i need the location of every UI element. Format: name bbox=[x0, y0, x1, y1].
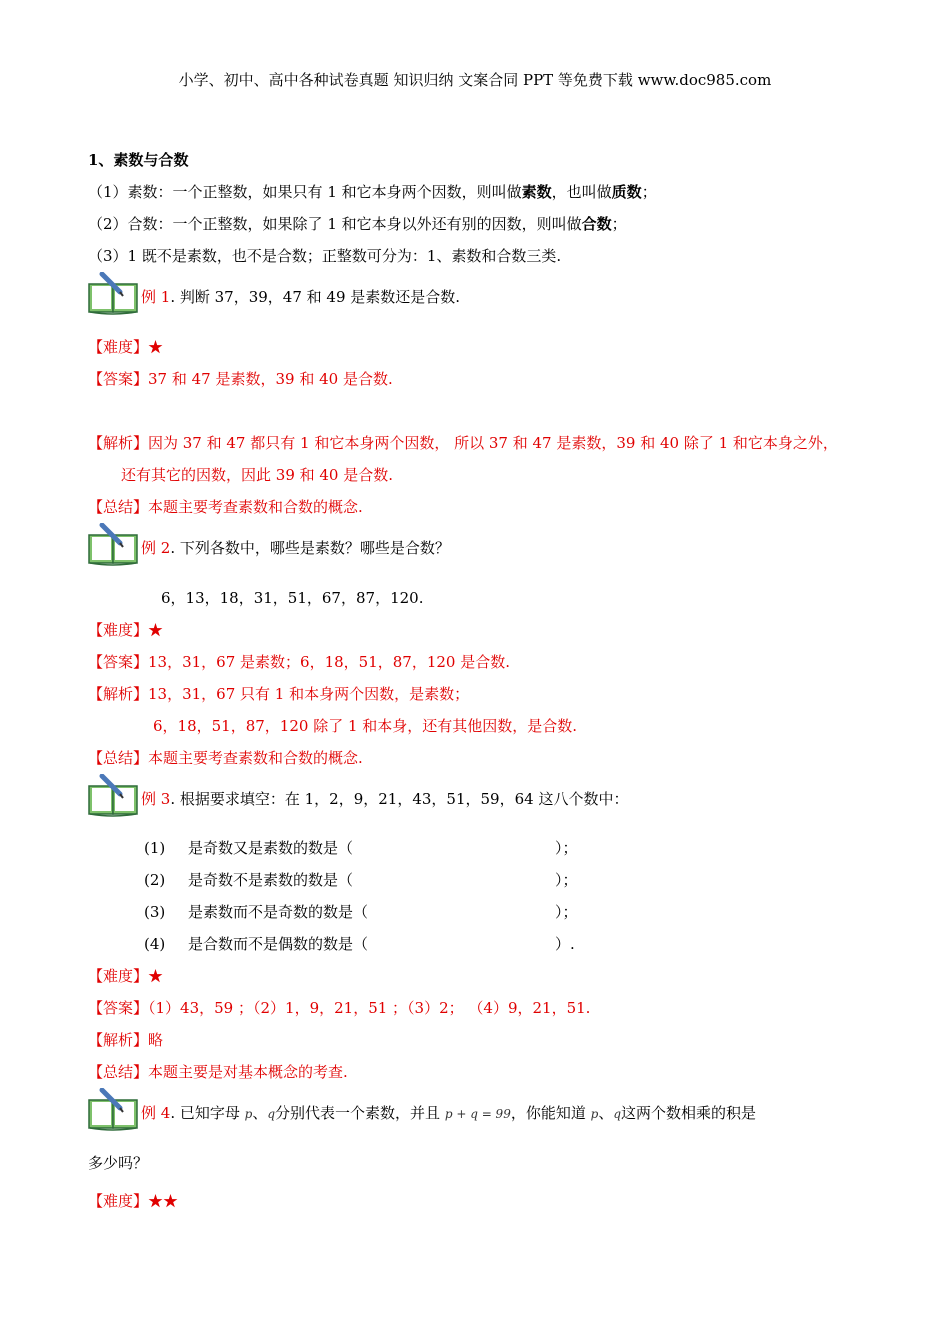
example3-difficulty: 【难度】★ bbox=[88, 967, 164, 985]
def2-bold-composite: 合数 bbox=[581, 215, 612, 233]
example3-item-3-number: (3) bbox=[144, 903, 166, 921]
example1-summary: 【总结】本题主要考查素数和合数的概念. bbox=[88, 498, 363, 516]
def1-text-a: （1）素数：一个正整数，如果只有 1 和它本身两个因数，则叫做 bbox=[88, 183, 522, 201]
example3-analysis: 【解析】略 bbox=[88, 1031, 164, 1049]
example2-label: 例 2 bbox=[141, 539, 171, 557]
example1-difficulty: 【难度】★ bbox=[88, 338, 164, 356]
example2-question-text: . 下列各数中，哪些是素数？哪些是合数？ bbox=[170, 539, 450, 557]
example3-item-3-text: 是素数而不是奇数的数是（ bbox=[188, 903, 369, 921]
example3-item-4-end: ）. bbox=[555, 935, 575, 953]
example1-question-text: . 判断 37，39，47 和 49 是素数还是合数. bbox=[170, 288, 461, 306]
example3-item-3-end: ）； bbox=[555, 903, 578, 921]
definition-composite bbox=[88, 214, 627, 234]
def1-bold-prime: 素数 bbox=[521, 183, 552, 201]
example4-text-d: 这两个数相乘的积是 bbox=[621, 1104, 757, 1122]
variable-q: q bbox=[267, 1107, 276, 1121]
def2-text-a: （2）合数：一个正整数，如果除了 1 和它本身以外还有别的因数，则叫做 bbox=[88, 215, 582, 233]
example4-label: 例 4 bbox=[141, 1104, 171, 1122]
example4-text-c: ，你能知道 bbox=[510, 1104, 586, 1122]
example3-item-1-number: (1) bbox=[144, 839, 166, 857]
example3-item-2-number: (2) bbox=[144, 871, 166, 889]
book-pencil-icon bbox=[88, 523, 140, 567]
example4-question bbox=[141, 1103, 756, 1124]
example1-analysis-line2: 还有其它的因数，因此 39 和 40 是合数. bbox=[121, 466, 394, 484]
example3-item-4-text: 是合数而不是偶数的数是（ bbox=[188, 935, 369, 953]
definition-classification: （3）1 既不是素数，也不是合数；正整数可分为：1、素数和合数三类. bbox=[88, 247, 562, 265]
example4-separator-2: 、 bbox=[598, 1104, 614, 1122]
example3-question-text: . 根据要求填空：在 1，2，9，21，43，51，59，64 这八个数中： bbox=[170, 790, 629, 808]
example2-question bbox=[141, 538, 450, 558]
def2-text-c: ； bbox=[611, 215, 627, 233]
def1-text-d: ； bbox=[641, 183, 657, 201]
page-header: 小学、初中、高中各种试卷真题 知识归纳 文案合同 PPT 等免费下载 www.doc985.com bbox=[178, 71, 772, 89]
example4-text-b: 分别代表一个素数，并且 bbox=[275, 1104, 441, 1122]
example3-summary: 【总结】本题主要是对基本概念的考查. bbox=[88, 1063, 348, 1081]
variable-p: p bbox=[244, 1107, 253, 1121]
def1-bold-zhishu: 质数 bbox=[611, 183, 642, 201]
example3-item-2-end: ）； bbox=[555, 871, 578, 889]
definition-prime bbox=[88, 182, 657, 202]
example1-question bbox=[141, 287, 460, 307]
example3-item-1-end: ）； bbox=[555, 839, 578, 857]
book-pencil-icon bbox=[88, 272, 140, 316]
example4-text-a: . 已知字母 bbox=[170, 1104, 240, 1122]
section-title: 1、素数与合数 bbox=[88, 151, 189, 169]
example1-analysis-line1: 【解析】因为 37 和 47 都只有 1 和它本身两个因数， 所以 37 和 47 是素数，39 和 40 除了 1 和它本身之外， bbox=[88, 434, 838, 452]
example4-separator: 、 bbox=[252, 1104, 268, 1122]
def1-text-c: ，也叫做 bbox=[551, 183, 612, 201]
example1-label: 例 1 bbox=[141, 288, 171, 306]
example2-numbers: 6，13，18，31，51，67，87，120. bbox=[161, 589, 424, 607]
variable-p-2: p bbox=[590, 1107, 599, 1121]
example3-item-1-text: 是奇数又是素数的数是（ bbox=[188, 839, 354, 857]
example1-answer: 【答案】37 和 47 是素数，39 和 40 是合数. bbox=[88, 370, 393, 388]
example2-difficulty: 【难度】★ bbox=[88, 621, 164, 639]
example4-question-line2: 多少吗？ bbox=[88, 1154, 149, 1172]
example2-analysis-line1: 【解析】13，31，67 只有 1 和本身两个因数，是素数； bbox=[88, 685, 470, 703]
example3-question bbox=[141, 789, 628, 809]
equation: p + q = 99 bbox=[444, 1107, 511, 1121]
example3-label: 例 3 bbox=[141, 790, 171, 808]
example3-answer: 【答案】（1）43，59 ；（2）1，9，21，51 ；（3）2； （4）9，21，51. bbox=[88, 999, 591, 1017]
example3-item-2-text: 是奇数不是素数的数是（ bbox=[188, 871, 354, 889]
example2-summary: 【总结】本题主要考查素数和合数的概念. bbox=[88, 749, 363, 767]
example2-analysis-line2: 6，18，51，87，120 除了 1 和本身，还有其他因数，是合数. bbox=[153, 717, 578, 735]
example4-difficulty: 【难度】★★ bbox=[88, 1192, 179, 1210]
book-pencil-icon bbox=[88, 1088, 140, 1132]
variable-q-2: q bbox=[613, 1107, 622, 1121]
book-pencil-icon bbox=[88, 774, 140, 818]
example3-item-4-number: (4) bbox=[144, 935, 166, 953]
example2-answer: 【答案】13，31，67 是素数；6，18，51，87，120 是合数. bbox=[88, 653, 511, 671]
